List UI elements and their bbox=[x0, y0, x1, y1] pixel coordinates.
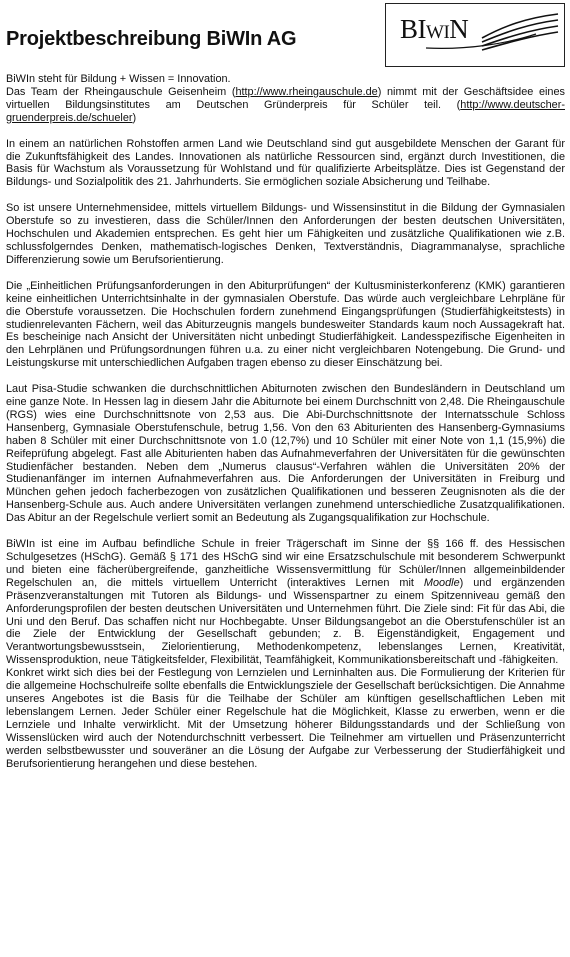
gruenderpreis-link[interactable]: http://www.deutscher-gruenderpreis.de/schueler bbox=[6, 98, 565, 124]
biwin-logo bbox=[385, 3, 565, 67]
document-body bbox=[6, 73, 565, 783]
moodle-term: Moodle bbox=[423, 576, 460, 589]
intro-text-3: ) bbox=[132, 111, 137, 124]
paragraph-schule bbox=[6, 538, 565, 667]
intro-text: Das Team der Rheingauschule Geisenheim ( bbox=[6, 85, 236, 98]
rheingauschule-link[interactable]: http://www.rheingauschule.de bbox=[235, 85, 378, 98]
logo-wordmark: BIWIN bbox=[400, 14, 469, 44]
schule-text: BiWIn ist eine im Aufbau befindliche Schule in freier Trägerschaft im Sinne der §§ 166 ff. des Hessischen Schulgesetzes (HSchG). Gemäß § 171 des HSchG sind wir eine Ersatzschulschule mit besonderem Schwerpunkt und bieten eine fächerübergreifende, ganzheitliche Wissensvermittlung für Schüler/Innen allgemeinbildender Regelschulen an, die mittels virtuellem Unterricht (interaktives Lernen mit bbox=[6, 538, 565, 589]
paragraph-unternehmensidee: So ist unsere Unternehmensidee, mittels virtuellem Bildungs- und Wissensinstitut in die Bildung der Gymnasialen Oberstufe so zu investieren, dass die Schüler/Innen den Anforderungen der besten deutschen Universitäten, Hochschulen und Akademien entsprechen. Es geht hier um Fähigkeiten und zusätzliche Qualifikationen wie z.B. schlussfolgerndes Denken, mathematisch-logisches Denken, Textverständnis, Diagrammanalyse, sprachliche Differenzierung sowie um Berufsorientierung. bbox=[6, 202, 565, 266]
intro-sentence: BiWIn steht für Bildung + Wissen = Innovation. bbox=[6, 73, 231, 85]
document-title: Projektbeschreibung BiWIn AG bbox=[6, 28, 297, 50]
paragraph-konkret: Konkret wirkt sich dies bei der Festlegung von Lernzielen und Lerninhalten aus. Die Formulierung der Kriterien für die allgemeine Hochschulreife sollte ebenfalls die Entwicklungsziele der Gesellschaft berücksichtigen. Die Annahme unseres Angebotes ist die Basis für die Teilhabe der Schüler am künftigen gesellschaftlichen Leben mit lebenslangem Lernen. Jeder Schüler einer Regelschule hat die Möglichkeit, Klasse zu erwerben, wenn er die Lernziele und Inhalte verwirklicht. Mit der Umsetzung höherer Bildungsstandards und der Schließung von Wissenslücken wird auch der Notendurchschnitt verbessert. Die Teilnehmer am virtuellen und Präsenzunterricht werden selbstbewusster und souveräner an die Lösung der Aufgabe zur Verbesserung der Studierfähigkeit und Berufsorientierung herangehen und diese bestehen. bbox=[6, 667, 565, 770]
intro-text-2: ) nimmt mit der Geschäftsidee eines virtuellen Bildungsinstitutes am Deutschen Gründerpreis für Schüler teil. ( bbox=[6, 85, 565, 111]
paragraph-rohstoffe: In einem an natürlichen Rohstoffen armen Land wie Deutschland sind gut ausgebildete Menschen der Garant für die Zukunftsfähigkeit des Landes. Innovationen als natürliche Ressourcen sind, ergänzt durch Investitionen, die Basis für Wachstum als Voraussetzung für Wohlstand und für qualifizierte Arbeitsplätze. Dies ist Gegenstand der Bildungs- und Sozialpolitik des 21. Jahrhunderts. Sie ermöglichen soziale Absicherung und Teilhabe. bbox=[6, 137, 565, 189]
paragraph-pisa-studie: Laut Pisa-Studie schwanken die durchschnittlichen Abiturnoten zwischen den Bundesländern in Deutschland um eine ganze Note. In Hessen lag in diesem Jahr die Abiturnote bei einem Durchschnitt von 2,48. Die Rheingauschule (RGS) wies eine Durchschnittsnote von 2,53 aus. Die Abi-Durchschnittsnote der Internatsschule Schloss Hansenberg, Gymnasiale Oberstufenschule, betrug 1,56. Von den 63 Abiturienten des Hansenberg-Gymnasiums haben 8 Schüler mit einer Durchschnittsnote von 1.0 (12,7%) und 10 Schüler mit einer Note von 1,1 (15,9%) die Reifeprüfung abgelegt. Fast alle Abiturienten haben das Aufnahmeverfahren der Universitäten für die gewünschten Studienfächer bestanden. Neben dem „Numerus clausus“-Verfahren wählen die Universitäten 20% der Studienanfänger im internen Aufnahmeverfahren aus. Die Anforderungen der Universitäten in Freiburg und München gehen jedoch facherbezogen von zusätzlichen Qualifikationen und besseren Zeugnisnoten als die der Hansenberg-Schule aus. Auch andere Universitäten verlangen zunehmend unterschiedliche Zusatzqualifikationen. Das Abitur an der Regelschule verliert somit an Bedeutung als Zugangsqualifikation zur Hochschule. bbox=[6, 383, 565, 525]
paragraph-pruefungsanforderungen: Die „Einheitlichen Prüfungsanforderungen in den Abiturprüfungen“ der Kultusministerkonferenz (KMK) garantieren keine einheitlichen Unterrichtsinhalte in der gymnasialen Oberstufe. Das würde auch vergleichbare Lehrpläne für die Oberstufe voraussetzen. Die Hochschulen fordern zunehmend Eingangsprüfungen (Studierfähigkeitstests) in studienrelevanten Fächern, weil das Abiturzeugnis mangels bundesweiter Standards kaum noch Aussagekraft hat. Es bescheinige nach Ansicht der Universitäten nicht unbedingt Studierfähigkeit. Landesspezifische Eigenheiten in den Lehrplänen und Prüfungsordnungen führen u.a. zu einer nicht vergleichbaren Notengebung. Die Grund- und Leistungskurse mit unterschiedlichen Aufgaben tragen ebenso zu dieser Einschätzung bei. bbox=[6, 279, 565, 370]
schule-text-2: ) und ergänzenden Präsenzveranstaltungen mit Tutoren als Bildungs- und Wissenspartner zu einem Spitzenniveau gemäß den Anforderungsprofilen der besten deutschen Universitäten und Unternehmen führt. Die Ziele sind: Fit für das Abi, die Uni und den Beruf. Das schaffen nicht nur Hochbegabte. Unser Bildungsangebot an die Oberstufenschüler ist an die Ziele der Entwicklung der Gesellschaft gebunden; z. B. Eigenständigkeit, Engagement und Verantwortungsbewusstsein, Zielorientierung, Methodenkompetenz, lebenslanges Lernen, Kreativität, Wissensproduktion, neue Tätigkeitsfelder, Flexibilität, Teamfähigkeit, Kommunikationsbereitschaft und -fähigkeiten. bbox=[6, 576, 565, 667]
paragraph-intro bbox=[6, 73, 565, 125]
